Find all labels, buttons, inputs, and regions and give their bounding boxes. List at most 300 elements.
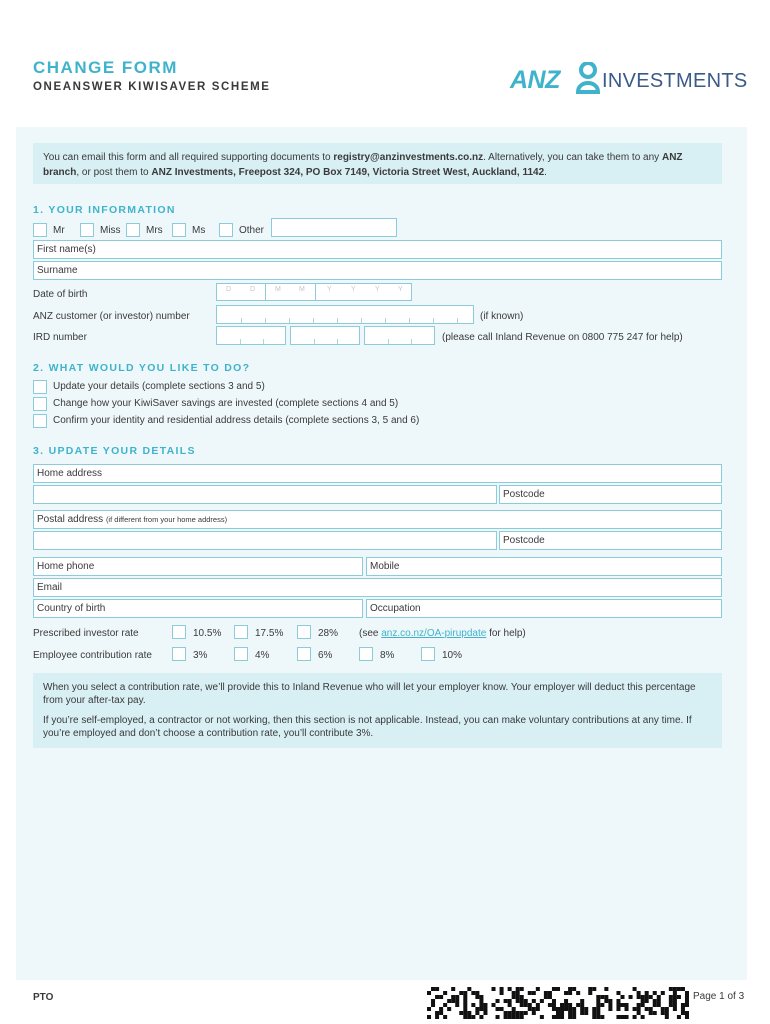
- barcode-module: [560, 1003, 564, 1007]
- barcode-module: [588, 991, 592, 995]
- section-3-heading: 3. UPDATE YOUR DETAILS: [33, 445, 196, 457]
- barcode-module: [451, 999, 455, 1003]
- barcode-module: [520, 995, 524, 999]
- barcode-module: [532, 1007, 536, 1011]
- intro-address: ANZ Investments, Freepost 324, PO Box 7149, Victoria Street West, Auckland, 1142: [151, 167, 545, 178]
- barcode-module: [608, 999, 612, 1003]
- contribution-note-2: If you’re self-employed, a contractor or not working, then this section is not applicable. Instead, you can make voluntary contributions at any time. If you’re employed and don’t choose a contribution rate, you’ll contribute 3%.: [43, 715, 692, 739]
- barcode-module: [504, 1011, 508, 1015]
- barcode-module: [608, 1007, 612, 1011]
- postal-address-line-1[interactable]: [33, 510, 722, 529]
- barcode-module: [455, 1003, 459, 1007]
- occupation-label: Occupation: [370, 603, 421, 614]
- contrib-10-checkbox[interactable]: [421, 647, 435, 661]
- barcode-module: [669, 1003, 673, 1007]
- barcode-module: [637, 995, 641, 999]
- barcode-module: [661, 1011, 665, 1015]
- barcode-module: [637, 1011, 641, 1015]
- barcode-module: [564, 1007, 568, 1011]
- barcode-module: [451, 987, 455, 991]
- barcode-module: [584, 1011, 588, 1015]
- ird-label: IRD number: [33, 332, 87, 343]
- barcode-module: [681, 1011, 685, 1015]
- barcode-module: [673, 995, 677, 999]
- digit-tick: [313, 318, 314, 323]
- intro-text-1: You can email this form and all required supporting documents to: [43, 152, 334, 163]
- barcode-module: [496, 1015, 500, 1019]
- barcode-module: [616, 1015, 620, 1019]
- barcode-module: [568, 1003, 572, 1007]
- customer-number-label: ANZ customer (or investor) number: [33, 311, 190, 322]
- barcode-module: [520, 999, 524, 1003]
- intro-text-2: . Alternatively, you can take them to any: [483, 152, 662, 163]
- barcode-module: [641, 999, 645, 1003]
- country-of-birth-field[interactable]: [33, 599, 363, 618]
- barcode-module: [560, 1011, 564, 1015]
- surname-field[interactable]: [33, 261, 722, 280]
- barcode-module: [524, 1011, 528, 1015]
- contrib-3-label: 3%: [193, 650, 208, 661]
- intro-text-3: , or post them to: [76, 167, 152, 178]
- barcode-module: [512, 991, 516, 995]
- first-names-field[interactable]: [33, 240, 722, 259]
- confirm-identity-label: Confirm your identity and residential address details (complete sections 3, 5 and 6): [53, 415, 420, 426]
- pir-17-5-checkbox[interactable]: [234, 625, 248, 639]
- barcode-module: [463, 991, 467, 995]
- barcode-module: [568, 987, 572, 991]
- digit-tick: [289, 318, 290, 323]
- barcode-module: [572, 1015, 576, 1019]
- barcode-module: [673, 991, 677, 995]
- mobile-label: Mobile: [370, 561, 400, 572]
- barcode-module: [596, 1003, 600, 1007]
- barcode-module: [564, 991, 568, 995]
- barcode-module: [629, 995, 633, 999]
- dob-digit-d1: D: [226, 286, 232, 293]
- intro-text-4: .: [544, 167, 547, 178]
- barcode-module: [625, 1003, 629, 1007]
- barcode-module: [463, 999, 467, 1003]
- digit-tick: [314, 339, 315, 344]
- barcode-module: [508, 987, 512, 991]
- barcode-module: [649, 995, 653, 999]
- anz-investments-logo: [510, 60, 748, 100]
- logo-anz-text: ANZ: [510, 66, 560, 94]
- barcode-module: [564, 1003, 568, 1007]
- if-known-label: (if known): [480, 311, 524, 322]
- barcode-module: [657, 999, 661, 1003]
- barcode-module: [475, 995, 479, 999]
- barcode-module: [681, 1007, 685, 1011]
- home-address-line-1[interactable]: [33, 464, 722, 483]
- barcode-module: [637, 991, 641, 995]
- barcode-module: [475, 991, 479, 995]
- title-mrs-label: Mrs: [146, 225, 163, 236]
- barcode-module: [645, 1007, 649, 1011]
- digit-tick: [337, 339, 338, 344]
- barcode-module: [475, 1007, 479, 1011]
- barcode-module: [496, 999, 500, 1003]
- barcode-module: [633, 1007, 637, 1011]
- barcode-module: [520, 987, 524, 991]
- ird-help-label: (please call Inland Revenue on 0800 775 247 for help): [442, 332, 683, 343]
- barcode-module: [516, 987, 520, 991]
- barcode-module: [665, 1007, 669, 1011]
- barcode-module: [653, 991, 657, 995]
- barcode-module: [592, 1007, 596, 1011]
- email-field[interactable]: [33, 578, 722, 597]
- barcode-module: [596, 1011, 600, 1015]
- dob-digit-y4: Y: [398, 286, 403, 293]
- barcode-module: [508, 1015, 512, 1019]
- barcode-module: [685, 1003, 689, 1007]
- barcode-module: [580, 1011, 584, 1015]
- pir-help-pre: (see: [359, 628, 382, 639]
- barcode-module: [681, 987, 685, 991]
- barcode-module: [528, 1003, 532, 1007]
- barcode-module: [520, 1003, 524, 1007]
- barcode-module: [431, 987, 435, 991]
- barcode-module: [681, 1003, 685, 1007]
- barcode-module: [596, 1015, 600, 1019]
- barcode-module: [641, 1003, 645, 1007]
- barcode-module: [673, 1003, 677, 1007]
- barcode-module: [641, 1015, 645, 1019]
- intro-email: registry@anzinvestments.co.nz: [333, 152, 484, 163]
- logo-investments-text: INVESTMENTS: [602, 70, 748, 92]
- barcode-module: [471, 1015, 475, 1019]
- dob-label: Date of birth: [33, 289, 88, 300]
- contribution-note-box: [33, 673, 722, 748]
- barcode-module: [584, 1007, 588, 1011]
- barcode-module: [616, 999, 620, 1003]
- barcode-module: [568, 1015, 572, 1019]
- barcode-module: [677, 995, 681, 999]
- mobile-field[interactable]: [366, 557, 722, 576]
- dob-divider: [315, 284, 316, 301]
- occupation-field[interactable]: [366, 599, 722, 618]
- barcode-module: [592, 987, 596, 991]
- surname-label: Surname: [37, 265, 78, 276]
- barcode-module: [556, 987, 560, 991]
- contrib-8-checkbox[interactable]: [359, 647, 373, 661]
- barcode-module: [677, 987, 681, 991]
- email-label: Email: [37, 582, 63, 593]
- barcode-module: [512, 1015, 516, 1019]
- barcode-module: [520, 1015, 524, 1019]
- barcode-module: [479, 1007, 483, 1011]
- country-of-birth-label: Country of birth: [37, 603, 106, 614]
- barcode-module: [427, 991, 431, 995]
- barcode-module: [435, 1011, 439, 1015]
- digit-tick: [457, 318, 458, 323]
- barcode-module: [504, 999, 508, 1003]
- barcode-module: [516, 991, 520, 995]
- barcode-module: [608, 1003, 612, 1007]
- barcode-module: [467, 987, 471, 991]
- barcode-module: [620, 1003, 624, 1007]
- barcode-module: [556, 1011, 560, 1015]
- barcode-module: [532, 999, 536, 1003]
- customer-number-input[interactable]: [216, 305, 474, 324]
- home-phone-field[interactable]: [33, 557, 363, 576]
- change-investment-label: Change how your KiwiSaver savings are invested (complete sections 4 and 5): [53, 398, 399, 409]
- barcode-module: [508, 999, 512, 1003]
- pir-help: [359, 628, 526, 639]
- barcode-module: [600, 995, 604, 999]
- barcode-module: [572, 1007, 576, 1011]
- barcode-module: [427, 1015, 431, 1019]
- barcode-module: [500, 987, 504, 991]
- barcode-module: [455, 995, 459, 999]
- pir-label: Prescribed investor rate: [33, 628, 139, 639]
- barcode-module: [443, 991, 447, 995]
- barcode-module: [463, 995, 467, 999]
- barcode-module: [496, 1007, 500, 1011]
- barcode-module: [673, 987, 677, 991]
- intro-branch: ANZ branch: [43, 152, 683, 178]
- barcode-module: [443, 1003, 447, 1007]
- barcode-module: [463, 1007, 467, 1011]
- barcode-module: [596, 999, 600, 1003]
- title-other-checkbox[interactable]: [219, 223, 233, 237]
- barcode-module: [560, 1015, 564, 1019]
- barcode-module: [512, 1011, 516, 1015]
- pir-help-post: for help): [486, 628, 526, 639]
- barcode-module: [475, 1011, 479, 1015]
- dob-input[interactable]: [216, 283, 412, 301]
- barcode-module: [625, 1015, 629, 1019]
- barcode-module: [552, 987, 556, 991]
- barcode-module: [435, 987, 439, 991]
- barcode-module: [649, 1007, 653, 1011]
- barcode-module: [653, 999, 657, 1003]
- pto-label: PTO: [33, 992, 54, 1003]
- barcode-module: [544, 991, 548, 995]
- barcode-module: [479, 995, 483, 999]
- barcode-module: [504, 1015, 508, 1019]
- barcode-module: [427, 1007, 431, 1011]
- barcode-module: [548, 995, 552, 999]
- barcode-module: [552, 1003, 556, 1007]
- contrib-3-checkbox[interactable]: [172, 647, 186, 661]
- barcode-module: [520, 1011, 524, 1015]
- barcode-module: [600, 1015, 604, 1019]
- barcode-module: [596, 1007, 600, 1011]
- barcode-module: [604, 987, 608, 991]
- ird-input-part-2[interactable]: [290, 326, 360, 345]
- section-1-heading: 1. YOUR INFORMATION: [33, 204, 176, 216]
- barcode-module: [532, 1011, 536, 1015]
- pir-10-5-checkbox[interactable]: [172, 625, 186, 639]
- barcode-module: [600, 1003, 604, 1007]
- barcode-module: [439, 1011, 443, 1015]
- digit-tick: [337, 318, 338, 323]
- barcode-module: [576, 991, 580, 995]
- dob-digit-m1: M: [275, 286, 281, 293]
- page-number: Page 1 of 3: [693, 991, 745, 1002]
- barcode-module: [548, 991, 552, 995]
- barcode-module: [439, 995, 443, 999]
- confirm-identity-checkbox[interactable]: [33, 414, 47, 428]
- dob-digit-y3: Y: [375, 286, 380, 293]
- barcode-module: [552, 1015, 556, 1019]
- barcode-module: [641, 995, 645, 999]
- title-other-input[interactable]: [271, 218, 397, 237]
- postal-address-note: (if different from your home address): [105, 515, 228, 524]
- postal-address-text: Postal address: [37, 514, 104, 525]
- barcode-module: [616, 1003, 620, 1007]
- barcode-module: [657, 995, 661, 999]
- barcode-module: [556, 1015, 560, 1019]
- digit-tick: [433, 318, 434, 323]
- barcode-module: [516, 1011, 520, 1015]
- title-miss-checkbox[interactable]: [80, 223, 94, 237]
- digit-tick: [241, 318, 242, 323]
- form-subtitle: ONEANSWER KIWISAVER SCHEME: [33, 81, 271, 93]
- barcode-module: [653, 1003, 657, 1007]
- digit-tick: [411, 339, 412, 344]
- digit-tick: [409, 318, 410, 323]
- barcode-module: [463, 1011, 467, 1015]
- barcode-module: [516, 995, 520, 999]
- barcode-module: [435, 1015, 439, 1019]
- barcode-module: [548, 1003, 552, 1007]
- barcode-module: [665, 1011, 669, 1015]
- barcode-module: [556, 1007, 560, 1011]
- barcode-module: [536, 987, 540, 991]
- contribution-label: Employee contribution rate: [33, 650, 152, 661]
- barcode-module: [653, 1011, 657, 1015]
- barcode-module: [479, 1015, 483, 1019]
- pir-help-link[interactable]: anz.co.nz/OA-pirupdate: [381, 628, 487, 639]
- title-mrs-checkbox[interactable]: [126, 223, 140, 237]
- barcode-module: [620, 995, 624, 999]
- postal-postcode-field[interactable]: [499, 531, 722, 550]
- barcode-module: [467, 1011, 471, 1015]
- barcode-module: [637, 1007, 641, 1011]
- barcode-module: [516, 1015, 520, 1019]
- dob-digit-y2: Y: [351, 286, 356, 293]
- barcode-module: [491, 1003, 495, 1007]
- barcode-module: [431, 999, 435, 1003]
- barcode-module: [661, 1007, 665, 1011]
- barcode-module: [685, 999, 689, 1003]
- home-address-label: Home address: [37, 468, 103, 479]
- home-postcode-label: Postcode: [503, 489, 545, 500]
- barcode-module: [568, 1007, 572, 1011]
- barcode-module: [536, 1007, 540, 1011]
- pir-10-5-label: 10.5%: [193, 628, 222, 639]
- barcode-module: [455, 999, 459, 1003]
- barcode-module: [443, 1015, 447, 1019]
- barcode-module: [580, 1003, 584, 1007]
- barcode-module: [685, 991, 689, 995]
- barcode-module: [620, 1015, 624, 1019]
- barcode-module: [685, 995, 689, 999]
- contrib-8-label: 8%: [380, 650, 395, 661]
- contrib-10-label: 10%: [442, 650, 463, 661]
- barcode-module: [604, 995, 608, 999]
- ird-input-part-3[interactable]: [364, 326, 435, 345]
- digit-tick: [265, 318, 266, 323]
- barcode-module: [645, 991, 649, 995]
- title-ms-label: Ms: [192, 225, 206, 236]
- barcode-module: [669, 995, 673, 999]
- pir-17-5-label: 17.5%: [255, 628, 284, 639]
- title-other-label: Other: [239, 225, 265, 236]
- barcode-module: [572, 987, 576, 991]
- home-address-line-2[interactable]: [33, 485, 497, 504]
- barcode-module: [491, 987, 495, 991]
- barcode-module: [616, 1007, 620, 1011]
- barcode-module: [568, 991, 572, 995]
- pir-28-checkbox[interactable]: [297, 625, 311, 639]
- barcode-module: [532, 991, 536, 995]
- barcode-module: [471, 991, 475, 995]
- contrib-6-checkbox[interactable]: [297, 647, 311, 661]
- barcode-module: [576, 1003, 580, 1007]
- digit-tick: [388, 339, 389, 344]
- barcode-module: [483, 1007, 487, 1011]
- barcode-image: [427, 987, 689, 1019]
- barcode-module: [592, 1015, 596, 1019]
- postal-address-line-2[interactable]: [33, 531, 497, 550]
- barcode-module: [508, 1003, 512, 1007]
- contrib-6-label: 6%: [318, 650, 333, 661]
- title-ms-checkbox[interactable]: [172, 223, 186, 237]
- title-miss-label: Miss: [100, 225, 121, 236]
- contrib-4-checkbox[interactable]: [234, 647, 248, 661]
- barcode-module: [447, 1007, 451, 1011]
- barcode-module: [524, 999, 528, 1003]
- barcode-module: [483, 1011, 487, 1015]
- change-investment-checkbox[interactable]: [33, 397, 47, 411]
- barcode-module: [560, 1007, 564, 1011]
- contribution-note-1: When you select a contribution rate, we’ll provide this to Inland Revenue who will let your employer know. Your employer will deduct this percentage from your after-tax pay.: [43, 682, 696, 706]
- barcode-module: [512, 1007, 516, 1011]
- home-postcode-field[interactable]: [499, 485, 722, 504]
- postal-postcode-label: Postcode: [503, 535, 545, 546]
- barcode-module: [447, 999, 451, 1003]
- update-details-checkbox[interactable]: [33, 380, 47, 394]
- anz-people-icon: [574, 62, 602, 94]
- barcode-module: [677, 1015, 681, 1019]
- barcode-module: [645, 999, 649, 1003]
- ird-input-part-1[interactable]: [216, 326, 286, 345]
- barcode-module: [451, 995, 455, 999]
- barcode-module: [572, 1011, 576, 1015]
- barcode-module: [657, 1003, 661, 1007]
- barcode-module: [500, 991, 504, 995]
- barcode-module: [439, 1007, 443, 1011]
- first-names-label: First name(s): [37, 244, 96, 255]
- barcode-module: [633, 987, 637, 991]
- dob-divider: [265, 284, 266, 301]
- barcode-module: [459, 991, 463, 995]
- barcode-module: [564, 999, 568, 1003]
- title-mr-checkbox[interactable]: [33, 223, 47, 237]
- barcode-module: [536, 1003, 540, 1007]
- barcode-module: [669, 999, 673, 1003]
- barcode-module: [540, 1015, 544, 1019]
- barcode-module: [673, 1007, 677, 1011]
- barcode-module: [649, 1011, 653, 1015]
- barcode-module: [435, 995, 439, 999]
- barcode-module: [479, 1003, 483, 1007]
- barcode-module: [431, 1003, 435, 1007]
- barcode-module: [540, 999, 544, 1003]
